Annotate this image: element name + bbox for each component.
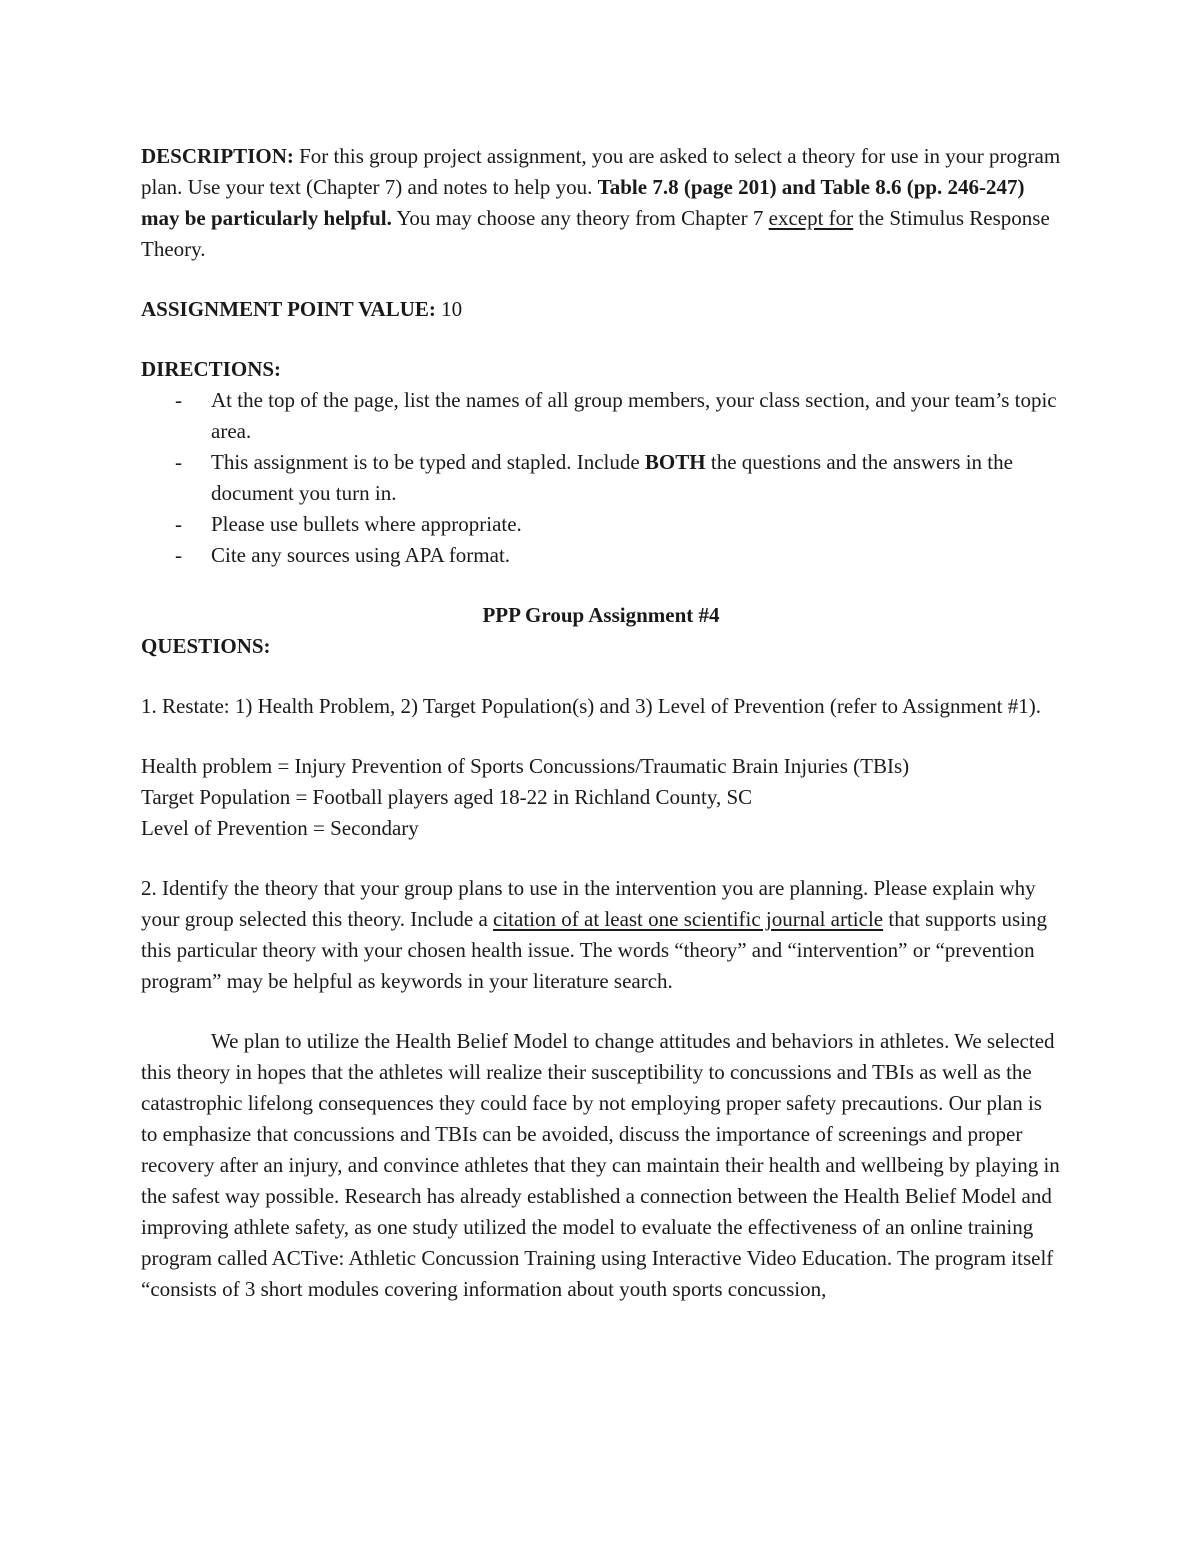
- dash-bullet: -: [175, 543, 182, 567]
- directions-item-text-end: the questions and the answers in the document you turn in.: [211, 450, 1013, 505]
- spacer: [141, 571, 1061, 600]
- directions-item-text: Cite any sources using APA format.: [211, 543, 511, 567]
- point-value-label: ASSIGNMENT POINT VALUE:: [141, 297, 436, 321]
- directions-label: DIRECTIONS:: [141, 357, 282, 381]
- dash-bullet: -: [175, 388, 182, 412]
- question-2-text-1: 2. Identify the theory that your group plans to use in the intervention you are planning. Please explain why your group selected this theory. Include a: [141, 876, 1036, 931]
- directions-list: [141, 385, 1061, 571]
- directions-item: [141, 385, 1061, 447]
- answer-2-paragraph: We plan to utilize the Health Belief Model to change attitudes and behaviors in athletes. We selected this theory in hopes that the athletes will realize their susceptibility to concussions and TBIs as well as the catastrophic lifelong consequences they could face by not employing proper safety precautions. Our plan is to emphasize that concussions and TBIs can be avoided, discuss the importance of screenings and proper recovery after an injury, and convince athletes that they can maintain their health and wellbeing by playing in the safest way possible. Research has already established a connection between the Health Belief Model and improving athlete safety, as one study utilized the model to evaluate the effectiveness of an online training program called ACTive: Athletic Concussion Training using Interactive Video Education. The program itself “consists of 3 short modules covering information about youth sports concussion,: [141, 1029, 1060, 1301]
- answer-target-population: Target Population = Football players aged 18-22 in Richland County, SC: [141, 785, 753, 809]
- answer-level-of-prevention: Level of Prevention = Secondary: [141, 816, 419, 840]
- description-text-3: the Stimulus Response Theory.: [141, 206, 1050, 261]
- description-bold-tables: Table 7.8 (page 201) and Table 8.6 (pp. 246-247) may be particularly helpful.: [141, 175, 1025, 230]
- directions-item: [141, 447, 1061, 509]
- description-label: DESCRIPTION:: [141, 144, 294, 168]
- point-value: 10: [435, 297, 463, 321]
- description-text-1: For this group project assignment, you are asked to select a theory for use in your program plan. Use your text (Chapter 7) and notes to help you.: [141, 144, 1061, 199]
- question-2-text-2: that supports using this particular theory with your chosen health issue. The words “theory” and “intervention” or “prevention program” may be helpful as keywords in your literature search.: [141, 907, 1048, 993]
- directions-item-text: This assignment is to be typed and stapled. Include: [211, 450, 645, 474]
- assignment-title: PPP Group Assignment #4: [482, 603, 720, 627]
- directions-item-text: At the top of the page, list the names of all group members, your class section, and your team’s topic area.: [211, 388, 1057, 443]
- spacer: [141, 265, 1061, 294]
- description-text-2: You may choose any theory from Chapter 7: [391, 206, 769, 230]
- question-2-underline: citation of at least one scientific journal article: [493, 907, 884, 931]
- directions-item: [141, 509, 1061, 540]
- spacer: [141, 844, 1061, 873]
- document-body: [141, 141, 1061, 1305]
- description-paragraph: [141, 141, 1061, 265]
- dash-bullet: -: [175, 512, 182, 536]
- question-1: 1. Restate: 1) Health Problem, 2) Target Population(s) and 3) Level of Prevention (refer to Assignment #1).: [141, 694, 1041, 718]
- dash-bullet: -: [175, 450, 182, 474]
- description-underline-except: except for: [768, 206, 854, 230]
- point-value-line: [141, 294, 1061, 325]
- directions-item: [141, 540, 1061, 571]
- questions-heading: [141, 631, 1061, 662]
- spacer: [141, 325, 1061, 354]
- directions-item-bold: BOTH: [644, 450, 706, 474]
- question-2: [141, 873, 1061, 997]
- directions-heading: [141, 354, 1061, 385]
- spacer: [141, 722, 1061, 751]
- directions-item-text: Please use bullets where appropriate.: [211, 512, 522, 536]
- spacer: [141, 662, 1061, 691]
- spacer: [141, 997, 1061, 1026]
- answer-health-problem: Health problem = Injury Prevention of Sports Concussions/Traumatic Brain Injuries (TBIs): [141, 754, 910, 778]
- questions-label: QUESTIONS:: [141, 634, 271, 658]
